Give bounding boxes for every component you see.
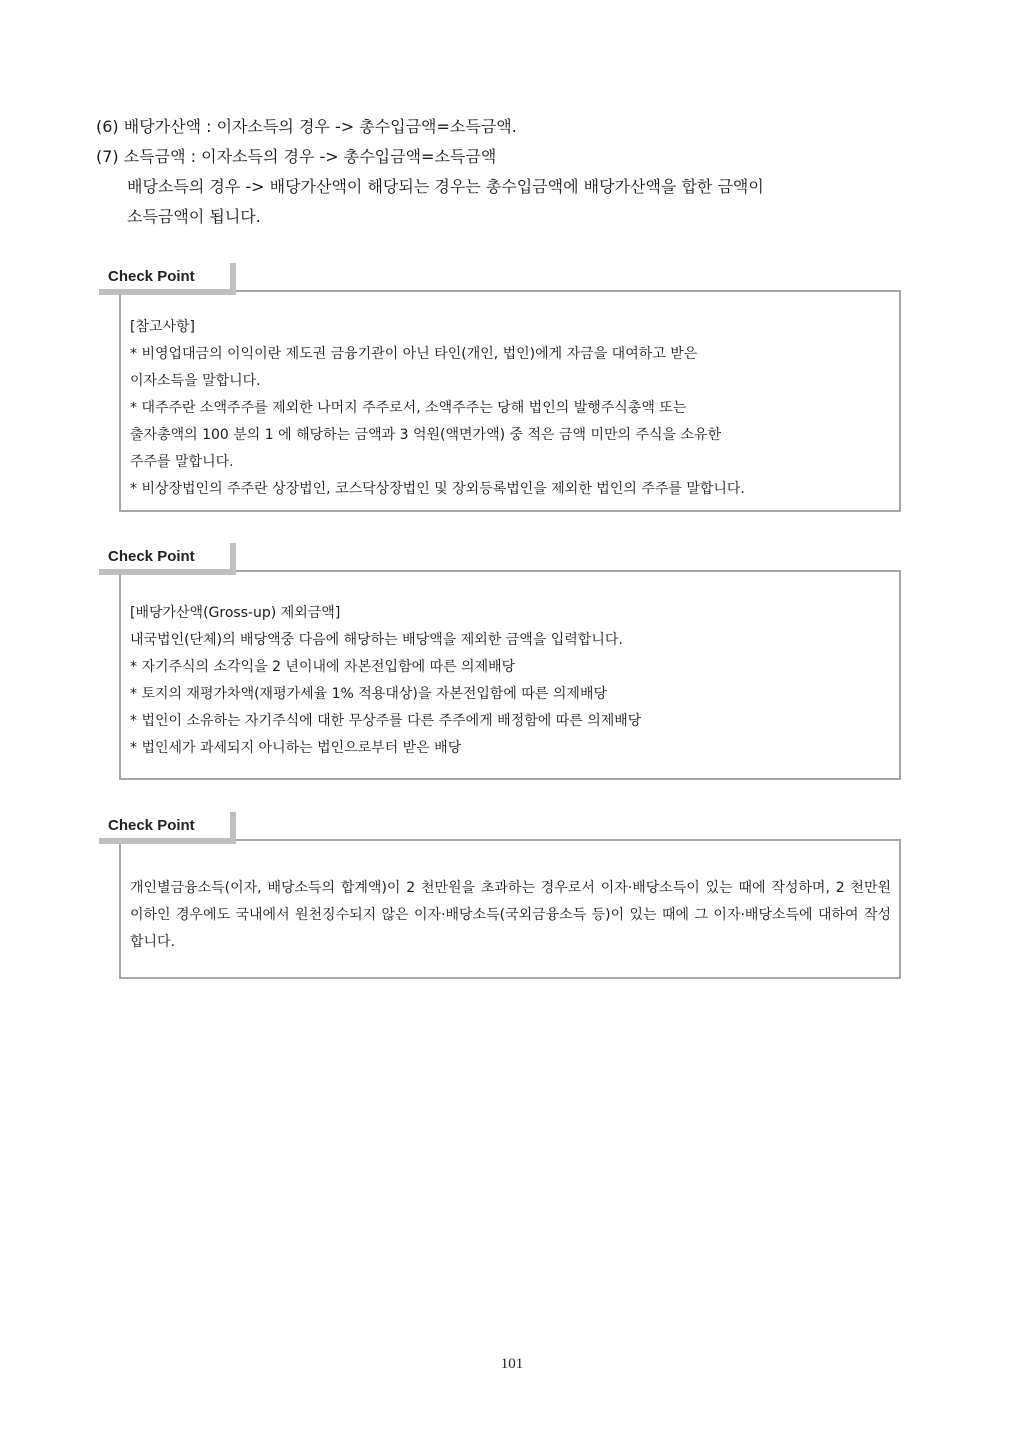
check-point-box-1: [119, 290, 901, 512]
intro-line-7-cont-2: 소득금액이 됩니다.: [127, 207, 261, 226]
check-point-1-line: [참고사항]: [130, 319, 196, 335]
check-point-2-line: * 자기주식의 소각익을 2 년이내에 자본전입함에 따른 의제배당: [130, 659, 516, 675]
check-point-1-content: [130, 314, 891, 503]
intro-line-6: (6) 배당가산액 : 이자소득의 경우 -> 총수입금액=소득금액.: [96, 117, 517, 136]
check-point-1-line: 이자소득을 말합니다.: [130, 373, 261, 389]
check-point-1-line: 출자총액의 100 분의 1 에 해당하는 금액과 3 억원(액면가액) 중 적은 금액 미만의 주식을 소유한: [130, 427, 722, 443]
check-point-1-line: * 대주주란 소액주주를 제외한 나머지 주주로서, 소액주주는 당해 법인의 발행주식총액 또는: [130, 400, 687, 416]
check-point-2-content: [130, 600, 891, 762]
intro-text: [96, 112, 916, 232]
intro-line-7: (7) 소득금액 : 이자소득의 경우 -> 총수입금액=소득금액: [96, 147, 497, 166]
check-point-2-line: * 토지의 재평가차액(재평가세율 1% 적용대상)을 자본전입함에 따른 의제배당: [130, 686, 608, 702]
intro-line-7-cont-1: 배당소득의 경우 -> 배당가산액이 해당되는 경우는 총수입금액에 배당가산액을 합한 금액이: [127, 177, 764, 196]
check-point-tab-1: [99, 263, 236, 295]
check-point-1-line: * 비상장법인의 주주란 상장법인, 코스닥상장법인 및 장외등록법인을 제외한 법인의 주주를 말합니다.: [130, 481, 745, 497]
check-point-label: Check Point: [108, 268, 195, 285]
check-point-2-line: * 법인세가 과세되지 아니하는 법인으로부터 받은 배당: [130, 740, 462, 756]
check-point-label: Check Point: [108, 817, 195, 834]
check-point-2-line: 내국법인(단체)의 배당액중 다음에 해당하는 배당액을 제외한 금액을 입력합니다.: [130, 632, 623, 648]
check-point-box-3: [119, 839, 901, 979]
check-point-tab-2: [99, 543, 236, 575]
check-point-2-line: [배당가산액(Gross-up) 제외금액]: [130, 605, 341, 621]
check-point-label: Check Point: [108, 548, 195, 565]
check-point-1-line: * 비영업대금의 이익이란 제도권 금융기관이 아닌 타인(개인, 법인)에게 자금을 대여하고 받은: [130, 346, 698, 362]
check-point-tab-3: [99, 812, 236, 844]
check-point-2-line: * 법인이 소유하는 자기주식에 대한 무상주를 다른 주주에게 배정함에 따른 의제배당: [130, 713, 642, 729]
check-point-box-2: [119, 570, 901, 780]
check-point-3-paragraph: 개인별금융소득(이자, 배당소득의 합계액)이 2 천만원을 초과하는 경우로서 이자·배당소득이 있는 때에 작성하며, 2 천만원 이하인 경우에도 국내에서 원천징수되지 않은 이자·배당소득(국외금융소득 등)이 있는 때에 그 이자·배당소득에 대하여 작성합니다.: [130, 880, 891, 950]
page-number: 101: [500, 1356, 524, 1372]
check-point-1-line: 주주를 말합니다.: [130, 454, 234, 470]
